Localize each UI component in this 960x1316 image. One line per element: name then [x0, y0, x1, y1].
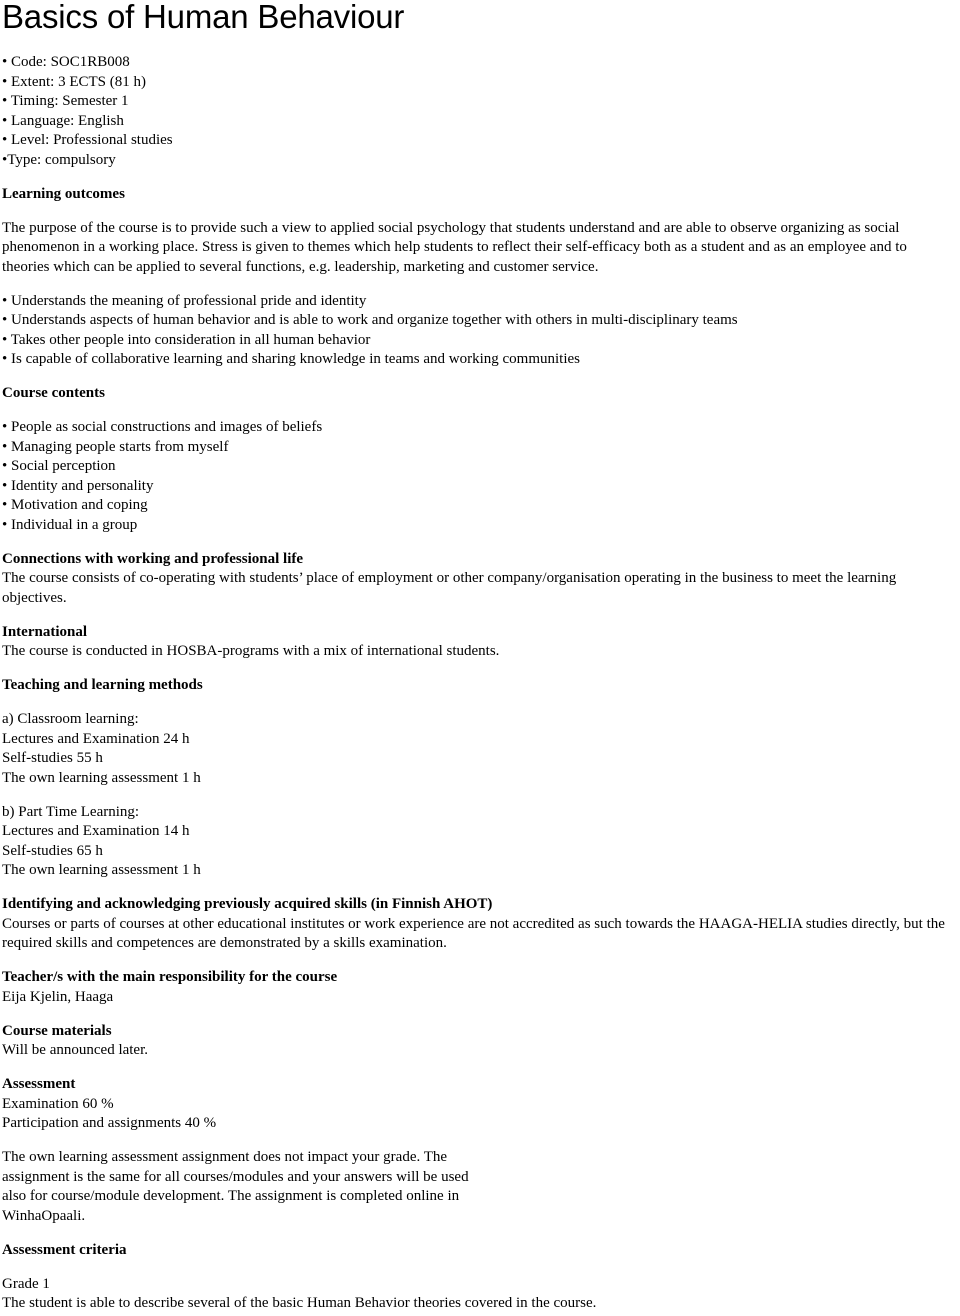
meta-level: • Level: Professional studies	[2, 132, 173, 148]
assessment-exam: Examination 60 %	[2, 1095, 114, 1112]
list-item: • Managing people starts from myself	[2, 438, 229, 455]
connections-heading: Connections with working and professional life	[2, 550, 304, 567]
list-item: • Understands aspects of human behavior and is able to work and organize together with others in multi-disciplinary teams	[2, 312, 738, 328]
learning-outcomes-list	[2, 292, 958, 370]
assessment-note-line: assignment is the same for all courses/modules and your answers will be used	[2, 1168, 469, 1185]
meta-type: •Type: compulsory	[2, 151, 116, 168]
course-meta-list	[2, 53, 958, 170]
assessment-note	[2, 1148, 958, 1226]
classroom-label: a) Classroom learning:	[2, 711, 139, 727]
criteria-text: The student is able to describe several of the basic Human Behavior theories covered in the course.	[2, 1295, 597, 1311]
assessment-note-line: The own learning assessment assignment does not impact your grade. The	[2, 1149, 448, 1165]
part-time-label: b) Part Time Learning:	[2, 803, 140, 820]
classroom-assessment: The own learning assessment 1 h	[2, 769, 201, 786]
list-item: • Understands the meaning of professional pride and identity	[2, 292, 367, 309]
list-item: • Takes other people into consideration in all human behavior	[2, 331, 371, 348]
list-item: • Individual in a group	[2, 516, 138, 533]
ahot-text: Courses or parts of courses at other educational institutes or work experience are not accredited as such towards the HAAGA-HELIA studies directly, but the required skills and competences are demonstrated by a skills examination.	[2, 915, 945, 951]
classroom-self-studies: Self-studies 55 h	[2, 750, 103, 766]
list-item: • Identity and personality	[2, 477, 154, 494]
assessment-heading: Assessment	[2, 1076, 76, 1092]
meta-timing: • Timing: Semester 1	[2, 93, 129, 109]
teacher-name: Eija Kjelin, Haaga	[2, 988, 114, 1005]
course-contents-list	[2, 418, 958, 535]
learning-outcomes-heading: Learning outcomes	[2, 185, 125, 202]
materials-text: Will be announced later.	[2, 1042, 149, 1058]
list-item: • Is capable of collaborative learning and sharing knowledge in teams and working communities	[2, 351, 580, 367]
materials-heading: Course materials	[2, 1022, 112, 1039]
connections-text: The course consists of co-operating with students’ place of employment or other company/organisation operating in the business to meet the learning objectives.	[2, 570, 897, 606]
international-heading: International	[2, 623, 88, 640]
learning-outcomes-text: The purpose of the course is to provide such a view to applied social psychology that students understand and are able to observe organizing as social phenomenon in a working place. Stress is given to themes which help students to reflect their self-efficacy both as a student and as an employee and to theories which can be applied to several functions, e.g. leadership, marketing and customer service.	[2, 219, 907, 275]
teacher-heading: Teacher/s with the main responsibility for the course	[2, 969, 338, 985]
course-contents-heading: Course contents	[2, 385, 105, 401]
international-text: The course is conducted in HOSBA-programs with a mix of international students.	[2, 643, 500, 659]
page-title: Basics of Human Behaviour	[2, 0, 405, 35]
list-item: • Motivation and coping	[2, 497, 148, 513]
list-item: • Social perception	[2, 458, 116, 474]
meta-extent: • Extent: 3 ECTS (81 h)	[2, 73, 146, 90]
list-item: • People as social constructions and images of beliefs	[2, 419, 323, 435]
classroom-learning-block	[2, 710, 958, 788]
meta-code: • Code: SOC1RB008	[2, 54, 130, 70]
criteria-grade: Grade 1	[2, 1275, 50, 1292]
part-time-self-studies: Self-studies 65 h	[2, 842, 103, 859]
teaching-heading: Teaching and learning methods	[2, 677, 203, 693]
classroom-lectures: Lectures and Examination 24 h	[2, 730, 190, 747]
part-time-assessment: The own learning assessment 1 h	[2, 862, 201, 878]
assessment-participation: Participation and assignments 40 %	[2, 1115, 217, 1131]
ahot-heading: Identifying and acknowledging previously acquired skills (in Finnish AHOT)	[2, 896, 493, 912]
meta-language: • Language: English	[2, 112, 124, 129]
assessment-note-line: also for course/module development. The assignment is completed online in	[2, 1188, 460, 1204]
part-time-lectures: Lectures and Examination 14 h	[2, 823, 190, 839]
part-time-learning-block	[2, 803, 958, 881]
criteria-heading: Assessment criteria	[2, 1241, 127, 1258]
assessment-note-line: WinhaOpaali.	[2, 1207, 86, 1224]
